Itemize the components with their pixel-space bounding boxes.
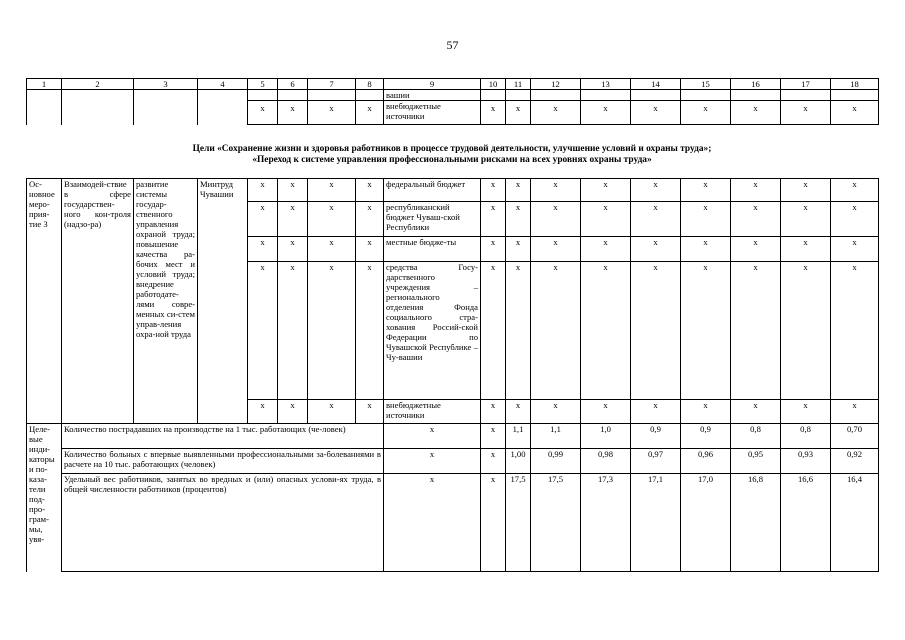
- x-cell: x: [531, 400, 581, 424]
- table-row: [27, 179, 879, 202]
- x-cell: x: [356, 262, 384, 400]
- source-cell: внебюджетные источники: [384, 101, 481, 125]
- x-cell: x: [681, 262, 731, 400]
- x-cell: x: [581, 262, 631, 400]
- goal-line-1: Цели «Сохранение жизни и здоровья работников в процессе трудовой деятельности, улучшение условий и охраны труда»;: [192, 144, 712, 154]
- x-cell: x: [356, 237, 384, 262]
- empty-cell: [27, 90, 62, 125]
- x-cell: x: [308, 400, 356, 424]
- x-cell: x: [581, 237, 631, 262]
- measure-name-cell: Взаимодей-ствие в сфере государствен-ного кон-троля (надзо-ра): [62, 179, 134, 424]
- x-cell: x: [831, 400, 879, 424]
- indicator-value: 16,4: [831, 474, 879, 572]
- indicator-value: 0,93: [781, 449, 831, 474]
- empty-cell: [531, 90, 581, 101]
- empty-cell: [356, 90, 384, 101]
- x-cell: x: [731, 202, 781, 237]
- x-cell: x: [781, 101, 831, 125]
- x-cell: x: [248, 101, 278, 125]
- x-cell: x: [356, 202, 384, 237]
- empty-cell: [781, 90, 831, 101]
- source-cell: местные бюдже-ты: [384, 237, 481, 262]
- empty-cell: [831, 90, 879, 101]
- x-cell: x: [681, 179, 731, 202]
- col-num-10: 10: [481, 79, 506, 90]
- empty-cell: [278, 90, 308, 101]
- x-cell: x: [631, 101, 681, 125]
- x-cell: x: [581, 400, 631, 424]
- indicator-value: 16,8: [731, 474, 781, 572]
- col-num-4: 4: [198, 79, 248, 90]
- x-cell: x: [308, 202, 356, 237]
- indicator-value: 17,3: [581, 474, 631, 572]
- x-cell: x: [731, 101, 781, 125]
- indicator-value: 0,9: [631, 424, 681, 449]
- x-cell: x: [681, 101, 731, 125]
- x-cell: x: [278, 179, 308, 202]
- indicator-value: 17,5: [506, 474, 531, 572]
- goal-heading: [26, 144, 878, 166]
- top-table: [26, 78, 879, 125]
- x-cell: x: [481, 262, 506, 400]
- measure-table: [26, 178, 879, 572]
- indicator-c9: x: [384, 449, 481, 474]
- x-cell: x: [278, 202, 308, 237]
- x-cell: x: [581, 202, 631, 237]
- source-cell: вашии: [384, 90, 481, 101]
- source-cell: внебюджетные источники: [384, 400, 481, 424]
- indicator-c10: x: [481, 449, 506, 474]
- x-cell: x: [581, 179, 631, 202]
- x-cell: x: [781, 262, 831, 400]
- col-num-18: 18: [831, 79, 879, 90]
- empty-cell: [198, 90, 248, 125]
- col-num-5: 5: [248, 79, 278, 90]
- col-num-13: 13: [581, 79, 631, 90]
- x-cell: x: [781, 237, 831, 262]
- x-cell: x: [631, 400, 681, 424]
- indicator-value: 0,96: [681, 449, 731, 474]
- empty-cell: [248, 90, 278, 101]
- x-cell: x: [831, 179, 879, 202]
- col-num-8: 8: [356, 79, 384, 90]
- x-cell: x: [278, 237, 308, 262]
- col-num-16: 16: [731, 79, 781, 90]
- empty-cell: [481, 90, 506, 101]
- x-cell: x: [631, 237, 681, 262]
- indicator-value: 1,00: [506, 449, 531, 474]
- empty-cell: [62, 90, 134, 125]
- x-cell: x: [481, 400, 506, 424]
- x-cell: x: [731, 262, 781, 400]
- empty-cell: [681, 90, 731, 101]
- x-cell: x: [278, 101, 308, 125]
- x-cell: x: [248, 202, 278, 237]
- x-cell: x: [356, 179, 384, 202]
- x-cell: x: [356, 400, 384, 424]
- empty-cell: [731, 90, 781, 101]
- indicator-value: 17,1: [631, 474, 681, 572]
- col-num-9: 9: [384, 79, 481, 90]
- column-number-row: [27, 79, 879, 90]
- source-cell: республиканский бюджет Чуваш-ской Республики: [384, 202, 481, 237]
- indicator-c10: x: [481, 424, 506, 449]
- x-cell: x: [481, 101, 506, 125]
- col-num-7: 7: [308, 79, 356, 90]
- x-cell: x: [681, 202, 731, 237]
- x-cell: x: [506, 262, 531, 400]
- empty-cell: [581, 90, 631, 101]
- x-cell: x: [278, 400, 308, 424]
- x-cell: x: [248, 237, 278, 262]
- x-cell: x: [631, 179, 681, 202]
- indicator-value: 0,70: [831, 424, 879, 449]
- x-cell: x: [781, 202, 831, 237]
- x-cell: x: [248, 179, 278, 202]
- table-row: [27, 90, 879, 101]
- executor-cell: Минтруд Чувашии: [198, 179, 248, 424]
- col-num-3: 3: [134, 79, 198, 90]
- x-cell: x: [781, 179, 831, 202]
- page-number: 57: [446, 38, 459, 52]
- empty-cell: [506, 90, 531, 101]
- x-cell: x: [731, 237, 781, 262]
- indicator-value: 0,92: [831, 449, 879, 474]
- x-cell: x: [506, 179, 531, 202]
- x-cell: x: [356, 101, 384, 125]
- x-cell: x: [831, 202, 879, 237]
- x-cell: x: [831, 262, 879, 400]
- col-num-11: 11: [506, 79, 531, 90]
- indicator-c10: x: [481, 474, 506, 572]
- x-cell: x: [481, 179, 506, 202]
- x-cell: x: [248, 262, 278, 400]
- indicator-row: [27, 474, 879, 572]
- empty-cell: [134, 90, 198, 125]
- indicator-name: Удельный вес работников, занятых во вредных и (или) опасных услови-ях труда, в общей численности работников (процентов): [62, 474, 384, 572]
- empty-cell: [308, 90, 356, 101]
- x-cell: x: [831, 101, 879, 125]
- x-cell: x: [506, 400, 531, 424]
- source-cell: федеральный бюджет: [384, 179, 481, 202]
- x-cell: x: [531, 237, 581, 262]
- indicator-value: 0,99: [531, 449, 581, 474]
- indicator-value: 1,0: [581, 424, 631, 449]
- indicator-value: 1,1: [531, 424, 581, 449]
- x-cell: x: [781, 400, 831, 424]
- x-cell: x: [681, 237, 731, 262]
- x-cell: x: [481, 237, 506, 262]
- indicator-row: [27, 449, 879, 474]
- x-cell: x: [531, 101, 581, 125]
- indicator-value: 0,9: [681, 424, 731, 449]
- x-cell: x: [308, 237, 356, 262]
- x-cell: x: [506, 202, 531, 237]
- indicator-value: 0,8: [731, 424, 781, 449]
- indicator-c9: x: [384, 424, 481, 449]
- indicators-label-cell: Целе-вые инди-каторы и по-каза-тели под-про-грам-мы, увя-: [27, 424, 62, 572]
- indicator-name: Количество больных с впервые выявленными профессиональными за-болеваниями в расчете на 10 тыс. работающих (человек): [62, 449, 384, 474]
- x-cell: x: [531, 179, 581, 202]
- x-cell: x: [248, 400, 278, 424]
- x-cell: x: [581, 101, 631, 125]
- col-num-14: 14: [631, 79, 681, 90]
- col-num-12: 12: [531, 79, 581, 90]
- x-cell: x: [308, 179, 356, 202]
- indicator-row: [27, 424, 879, 449]
- indicator-value: 0,95: [731, 449, 781, 474]
- x-cell: x: [278, 262, 308, 400]
- col-num-15: 15: [681, 79, 731, 90]
- indicator-value: 1,1: [506, 424, 531, 449]
- x-cell: x: [308, 101, 356, 125]
- indicator-value: 17,5: [531, 474, 581, 572]
- x-cell: x: [506, 101, 531, 125]
- col-num-1: 1: [27, 79, 62, 90]
- empty-cell: [631, 90, 681, 101]
- x-cell: x: [531, 202, 581, 237]
- x-cell: x: [631, 262, 681, 400]
- goal-line-2: «Переход к системе управления профессиональными рисками на всех уровнях охраны труда»: [252, 155, 652, 165]
- col-num-2: 2: [62, 79, 134, 90]
- measure-description-cell: развитие системы государ-ственного управления охраной труда; повышение качества ра-бочих мест и условий труда; внедрение работодате-лями совре-менных си-стем управ-ления охра-ной труда: [134, 179, 198, 424]
- x-cell: x: [531, 262, 581, 400]
- col-num-17: 17: [781, 79, 831, 90]
- x-cell: x: [731, 400, 781, 424]
- x-cell: x: [506, 237, 531, 262]
- x-cell: x: [308, 262, 356, 400]
- indicator-name: Количество пострадавших на производстве на 1 тыс. работающих (че-ловек): [62, 424, 384, 449]
- indicator-c9: x: [384, 474, 481, 572]
- x-cell: x: [731, 179, 781, 202]
- indicator-value: 0,8: [781, 424, 831, 449]
- x-cell: x: [481, 202, 506, 237]
- x-cell: x: [681, 400, 731, 424]
- indicator-value: 0,97: [631, 449, 681, 474]
- indicator-value: 0,98: [581, 449, 631, 474]
- indicator-value: 16,6: [781, 474, 831, 572]
- source-cell: средства Госу-дарственного учреждения – регионального отделения Фонда социального стра-хования Россий-ской Федерации по Чувашской Республике – Чу-вашии: [384, 262, 481, 400]
- x-cell: x: [831, 237, 879, 262]
- x-cell: x: [631, 202, 681, 237]
- indicator-value: 17,0: [681, 474, 731, 572]
- measure-type-cell: Ос-новное меро-прия-тие 3: [27, 179, 62, 424]
- col-num-6: 6: [278, 79, 308, 90]
